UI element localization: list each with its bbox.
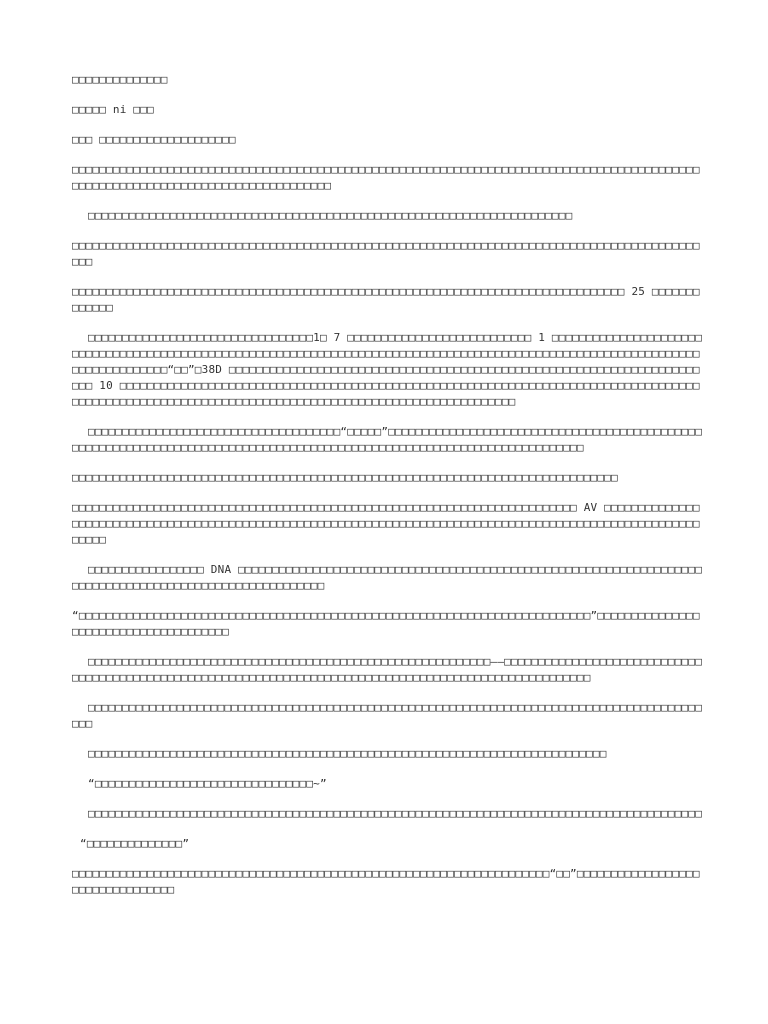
paragraph-18: □□□□□□□□□□□□□□□□□□□□□□□□□□□□□□□□□□□□□□□□□□□□□□□□□□□□□□□□□□□□□□□□□□□□□□□□□□□□□□□□□□□□□□□□□□ <box>88 807 703 820</box>
paragraph-11: □□□□□□□□□□□□□□□□□□□□□□□□□□□□□□□□□□□□□□□□□□□□□□□□□□□□□□□□□□□□□□□□□□□□□□□□□□ AV □□□□□□□□□□□□□□□□□□□□□□□□□□□□□□□□□□□□□□□□□□□□□□□□□□□□□□□□□□□□□□□□□□□□□□□□□□□□□□□□□□□□□□□□□□□□□□□□□□□□□□□□□□□□□□□ <box>72 501 700 546</box>
paragraph-19: “□□□□□□□□□□□□□□” <box>80 837 190 850</box>
paragraph-17: “□□□□□□□□□□□□□□□□□□□□□□□□□□□□□□□□~” <box>88 777 327 790</box>
paragraph-9: □□□□□□□□□□□□□□□□□□□□□□□□□□□□□□□□□□□□□“□□□□□”□□□□□□□□□□□□□□□□□□□□□□□□□□□□□□□□□□□□□□□□□□□□□□□□□□□□□□□□□□□□□□□□□□□□□□□□□□□□□□□□□□□□□□□□□□□□□□□□□□□□□□□□□□□□□□□□□□□□□□□□□ <box>72 425 703 454</box>
paragraph-5: □□□□□□□□□□□□□□□□□□□□□□□□□□□□□□□□□□□□□□□□□□□□□□□□□□□□□□□□□□□□□□□□□□□□□□□ <box>88 209 573 222</box>
paragraph-15: □□□□□□□□□□□□□□□□□□□□□□□□□□□□□□□□□□□□□□□□□□□□□□□□□□□□□□□□□□□□□□□□□□□□□□□□□□□□□□□□□□□□□□□□□□□□□ <box>72 701 703 730</box>
paragraph-10: □□□□□□□□□□□□□□□□□□□□□□□□□□□□□□□□□□□□□□□□□□□□□□□□□□□□□□□□□□□□□□□□□□□□□□□□□□□□□□□□ <box>72 471 618 484</box>
paragraph-14: □□□□□□□□□□□□□□□□□□□□□□□□□□□□□□□□□□□□□□□□□□□□□□□□□□□□□□□□□□□——□□□□□□□□□□□□□□□□□□□□□□□□□□□□□□□□□□□□□□□□□□□□□□□□□□□□□□□□□□□□□□□□□□□□□□□□□□□□□□□□□□□□□□□□□□□□□□□□□□□□□□□□□ <box>72 655 703 684</box>
paragraph-1: □□□□□□□□□□□□□□ <box>72 73 168 86</box>
paragraph-13: “□□□□□□□□□□□□□□□□□□□□□□□□□□□□□□□□□□□□□□□□□□□□□□□□□□□□□□□□□□□□□□□□□□□□□□□□□□□”□□□□□□□□□□□□□□□□□□□□□□□□□□□□□□□□□□□□□□ <box>72 609 700 638</box>
document-page <box>72 72 704 912</box>
paragraph-6: □□□□□□□□□□□□□□□□□□□□□□□□□□□□□□□□□□□□□□□□□□□□□□□□□□□□□□□□□□□□□□□□□□□□□□□□□□□□□□□□□□□□□□□□□□□□□□□ <box>72 239 700 268</box>
paragraph-7: □□□□□□□□□□□□□□□□□□□□□□□□□□□□□□□□□□□□□□□□□□□□□□□□□□□□□□□□□□□□□□□□□□□□□□□□□□□□□□□□□ 25 □□□□□□□□□□□□□ <box>72 285 700 314</box>
paragraph-3: □□□ □□□□□□□□□□□□□□□□□□□□ <box>72 133 236 146</box>
paragraph-8: □□□□□□□□□□□□□□□□□□□□□□□□□□□□□□□□□1□ 7 □□□□□□□□□□□□□□□□□□□□□□□□□□□ 1 □□□□□□□□□□□□□□□□□□□□□□□□□□□□□□□□□□□□□□□□□□□□□□□□□□□□□□□□□□□□□□□□□□□□□□□□□□□□□□□□□□□□□□□□□□□□□□□□□□□□□□□□□□□□□□□□□□□□□□□□□□□□□□□□“□□”□38D □□□□□□□□□□□□□□□□□□□□□□□□□□□□□□□□□□□□□□□□□□□□□□□□□□□□□□□□□□□□□□□□□□□□□□□□ 10 □□□□□□□□□□□□□□□□□□□□□□□□□□□□□□□□□□□□□□□□□□□□□□□□□□□□□□□□□□□□□□□□□□□□□□□□□□□□□□□□□□□□□□□□□□□□□□□□□□□□□□□□□□□□□□□□□□□□□□□□□□□□□□□□□□□□□□□□□□□□□□□□□□□□□□ <box>72 331 703 408</box>
paragraph-16: □□□□□□□□□□□□□□□□□□□□□□□□□□□□□□□□□□□□□□□□□□□□□□□□□□□□□□□□□□□□□□□□□□□□□□□□□□□□ <box>88 747 607 760</box>
paragraph-4: □□□□□□□□□□□□□□□□□□□□□□□□□□□□□□□□□□□□□□□□□□□□□□□□□□□□□□□□□□□□□□□□□□□□□□□□□□□□□□□□□□□□□□□□□□□□□□□□□□□□□□□□□□□□□□□□□□□□□□□□□□□□□□□□□□ <box>72 163 700 192</box>
paragraph-12: □□□□□□□□□□□□□□□□□ DNA □□□□□□□□□□□□□□□□□□□□□□□□□□□□□□□□□□□□□□□□□□□□□□□□□□□□□□□□□□□□□□□□□□□□□□□□□□□□□□□□□□□□□□□□□□□□□□□□□□□□□□□□□ <box>72 563 703 592</box>
paragraph-20: □□□□□□□□□□□□□□□□□□□□□□□□□□□□□□□□□□□□□□□□□□□□□□□□□□□□□□□□□□□□□□□□□□□□□□“□□”□□□□□□□□□□□□□□□□□□□□□□□□□□□□□□□□□ <box>72 867 700 896</box>
paragraph-2: □□□□□ ni □□□ <box>72 103 154 116</box>
